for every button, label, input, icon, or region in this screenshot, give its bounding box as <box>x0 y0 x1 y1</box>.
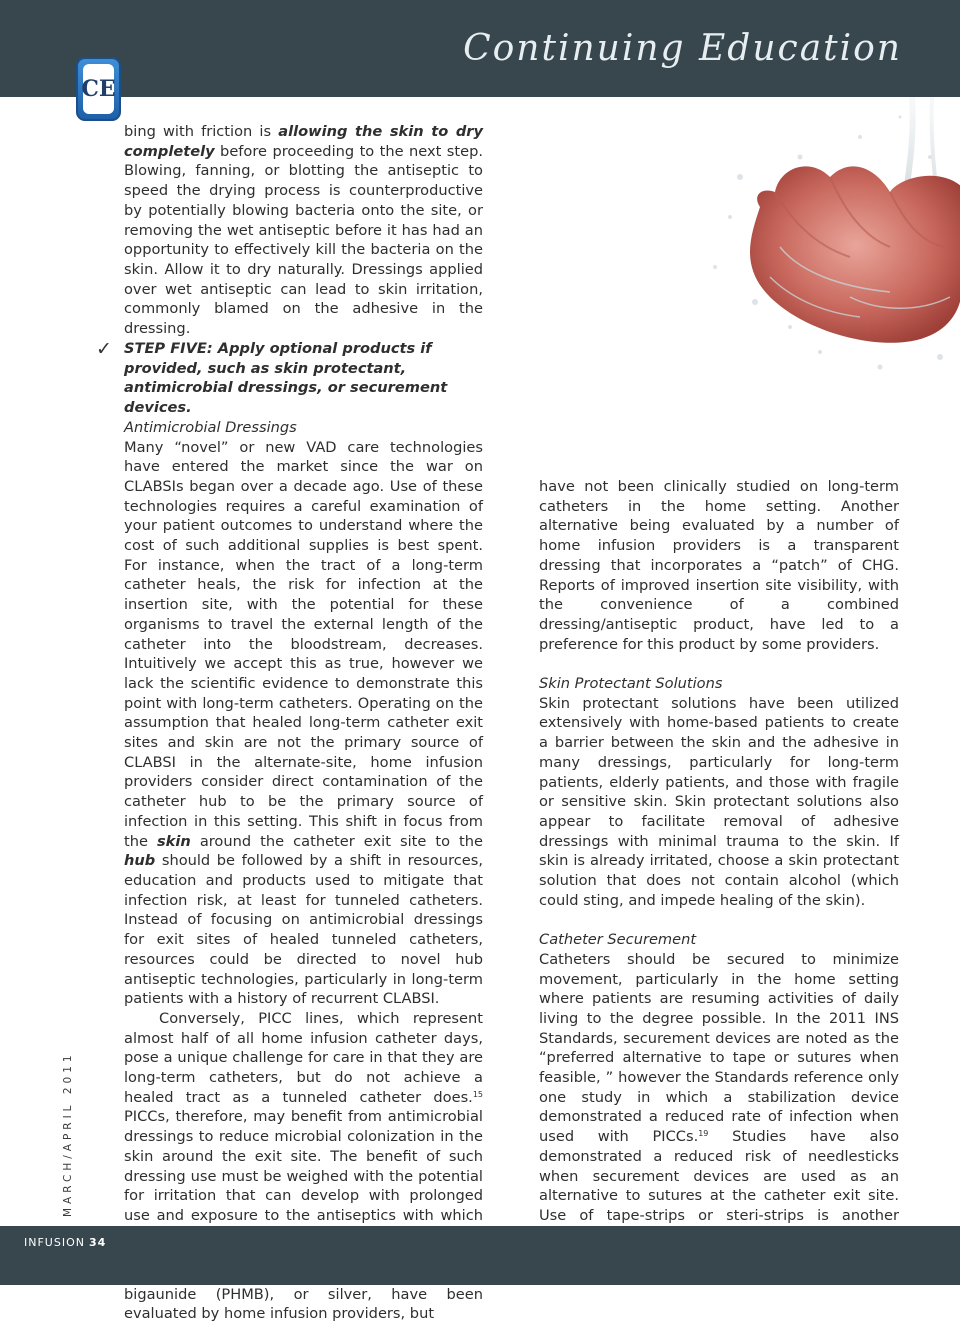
spacer <box>539 910 899 930</box>
section-title: Continuing Education <box>463 28 902 69</box>
hand-water-photo <box>700 97 960 467</box>
skin-protectant-paragraph: Skin protectant solutions have been utilized extensively with home-based patients to create a barrier between the skin and the adhesive in many dressings, particularly for long-term patients, elderly patients, and those with fragile or sensitive skin. Skin protectant solutions also appear to facilitate removal of adhesive dressings with minimal trauma to the skin. If skin is already irritated, choose a skin protectant solution that does not contain alcohol (which could sting, and impede healing of the skin). <box>539 694 899 909</box>
continued-paragraph: have not been clinically studied on long-term catheters in the home setting. Another alternative being evaluated by a number of home infusion providers is a transparent dressing that incorporates a “patch” of CHG. Reports of improved insertion site visibility, with the convenience of a combined dressing/antiseptic product, have led to a preference for this product by some providers. <box>539 478 899 653</box>
para3-text-b: Studies have also demonstrated a reduced risk of needlesticks when securement devices are used as an alternative to sutures at the catheter exit site. Use of tape-strips or steri-strips is another <box>539 1128 900 1224</box>
checkmark-icon: ✓ <box>96 338 112 360</box>
catheter-securement-subhead: Catheter Securement <box>539 931 697 949</box>
footer-bar <box>0 1226 960 1285</box>
column-left <box>124 339 483 1324</box>
reference-19: 19 <box>698 1129 709 1139</box>
intro-paragraph <box>124 122 483 339</box>
para1-emph-hub: hub <box>124 852 156 870</box>
para1-text-c: should be followed by a shift in resources, education and products used to mitigate that infection risk, at least for tunneled catheters. Instead of focusing on antimicrobial dressings for exit sites of healed tunneled catheters, resources could be directed to novel hub antiseptic technologies, particularly in long-term patients with a history of recurrent CLABSI. <box>124 852 483 1008</box>
para1-emph-skin: skin <box>156 832 191 850</box>
page-number: 34 <box>88 1236 107 1249</box>
para3-text-a: Catheters should be secured to minimize movement, particularly in the home setting where patients are resuming activities of daily living to the degree possible. In the 2011 INS Standards, securement devices are noted as the “preferred alternative to tape or sutures when feasible, ” however the Standards reference only one study in which a stabilization device demonstrated a reduced rate of infection when used with PICCs. <box>539 950 899 1146</box>
antimicrobial-dressings-subhead: Antimicrobial Dressings <box>124 418 297 436</box>
brand-name: INFUSION <box>24 1236 85 1249</box>
para2-text-b: PICCs, therefore, may benefit from antimicrobial dressings to reduce microbial colonization in the skin around the exit site. The benefit of such dressing use must be weighed with the potential for irritation that can develop with prolonged use and exposure to the antiseptics with which bigaunide (PHMB), or silver, have been evaluated by home infusion providers, but <box>124 1108 483 1323</box>
intro-emphasis: allowing the skin to dry completely <box>124 123 483 160</box>
spacer <box>539 654 899 674</box>
skin-protectant-subhead: Skin Protectant Solutions <box>539 675 723 693</box>
step-five-title: STEP FIVE: Apply optional products if provided, such as skin protectant, antimicrobial dressings, or securement devices. <box>124 340 448 417</box>
ce-logo-mark: CE <box>83 64 114 114</box>
intro-text-start: bing with friction is <box>124 123 279 140</box>
para2-text-a: Conversely, PICC lines, which represent almost half of all home infusion catheter days, pose a unique challenge for care in that they are long-term catheters, but do not achieve a healed tract as a tunneled catheter does. <box>124 1009 483 1106</box>
antimicrobial-paragraph-1 <box>124 438 483 1009</box>
para1-text-b: around the catheter exit site to the <box>190 832 483 850</box>
header-bar <box>0 0 960 97</box>
footer-brand <box>24 1236 106 1249</box>
reference-15: 15 <box>472 1089 483 1099</box>
issue-date-vertical: MARCH/APRIL 2011 <box>62 1051 74 1217</box>
intro-text-end: before proceeding to the next step. Blowing, fanning, or blotting the antiseptic to speed the drying process is counterproductive by potentially blowing bacteria onto the site, or removing the wet antiseptic before it has had an opportunity to effectively kill the bacteria on the skin. Allow it to dry naturally. Dressings applied over wet antiseptic can lead to skin irritation, commonly blamed on the adhesive in the dressing. <box>124 142 483 338</box>
column-left-intro <box>124 122 483 339</box>
para1-text-a: Many “novel” or new VAD care technologies have entered the market since the war on CLABSIs began over a decade ago. Use of these technologies requires a careful examination of your patient outcomes to understand where the cost of such additional supplies is best spent. For instance, when the tract of a long-term catheter heals, the risk for infection at the insertion site, with the potential for these organisms to travel the external length of the catheter into the bloodstream, decreases. Intuitively we accept this as true, however we lack the scientific evidence to demonstrate this point with long-term catheters. Operating on the assumption that healed long-term catheter exit sites and skin are not the primary source of CLABSI in the alternate-site, home infusion providers consider direct contamination of the catheter hub to be the primary source of infection in this setting. This shift in focus from the <box>124 438 483 850</box>
ce-logo <box>76 57 121 121</box>
column-right <box>539 477 899 1285</box>
